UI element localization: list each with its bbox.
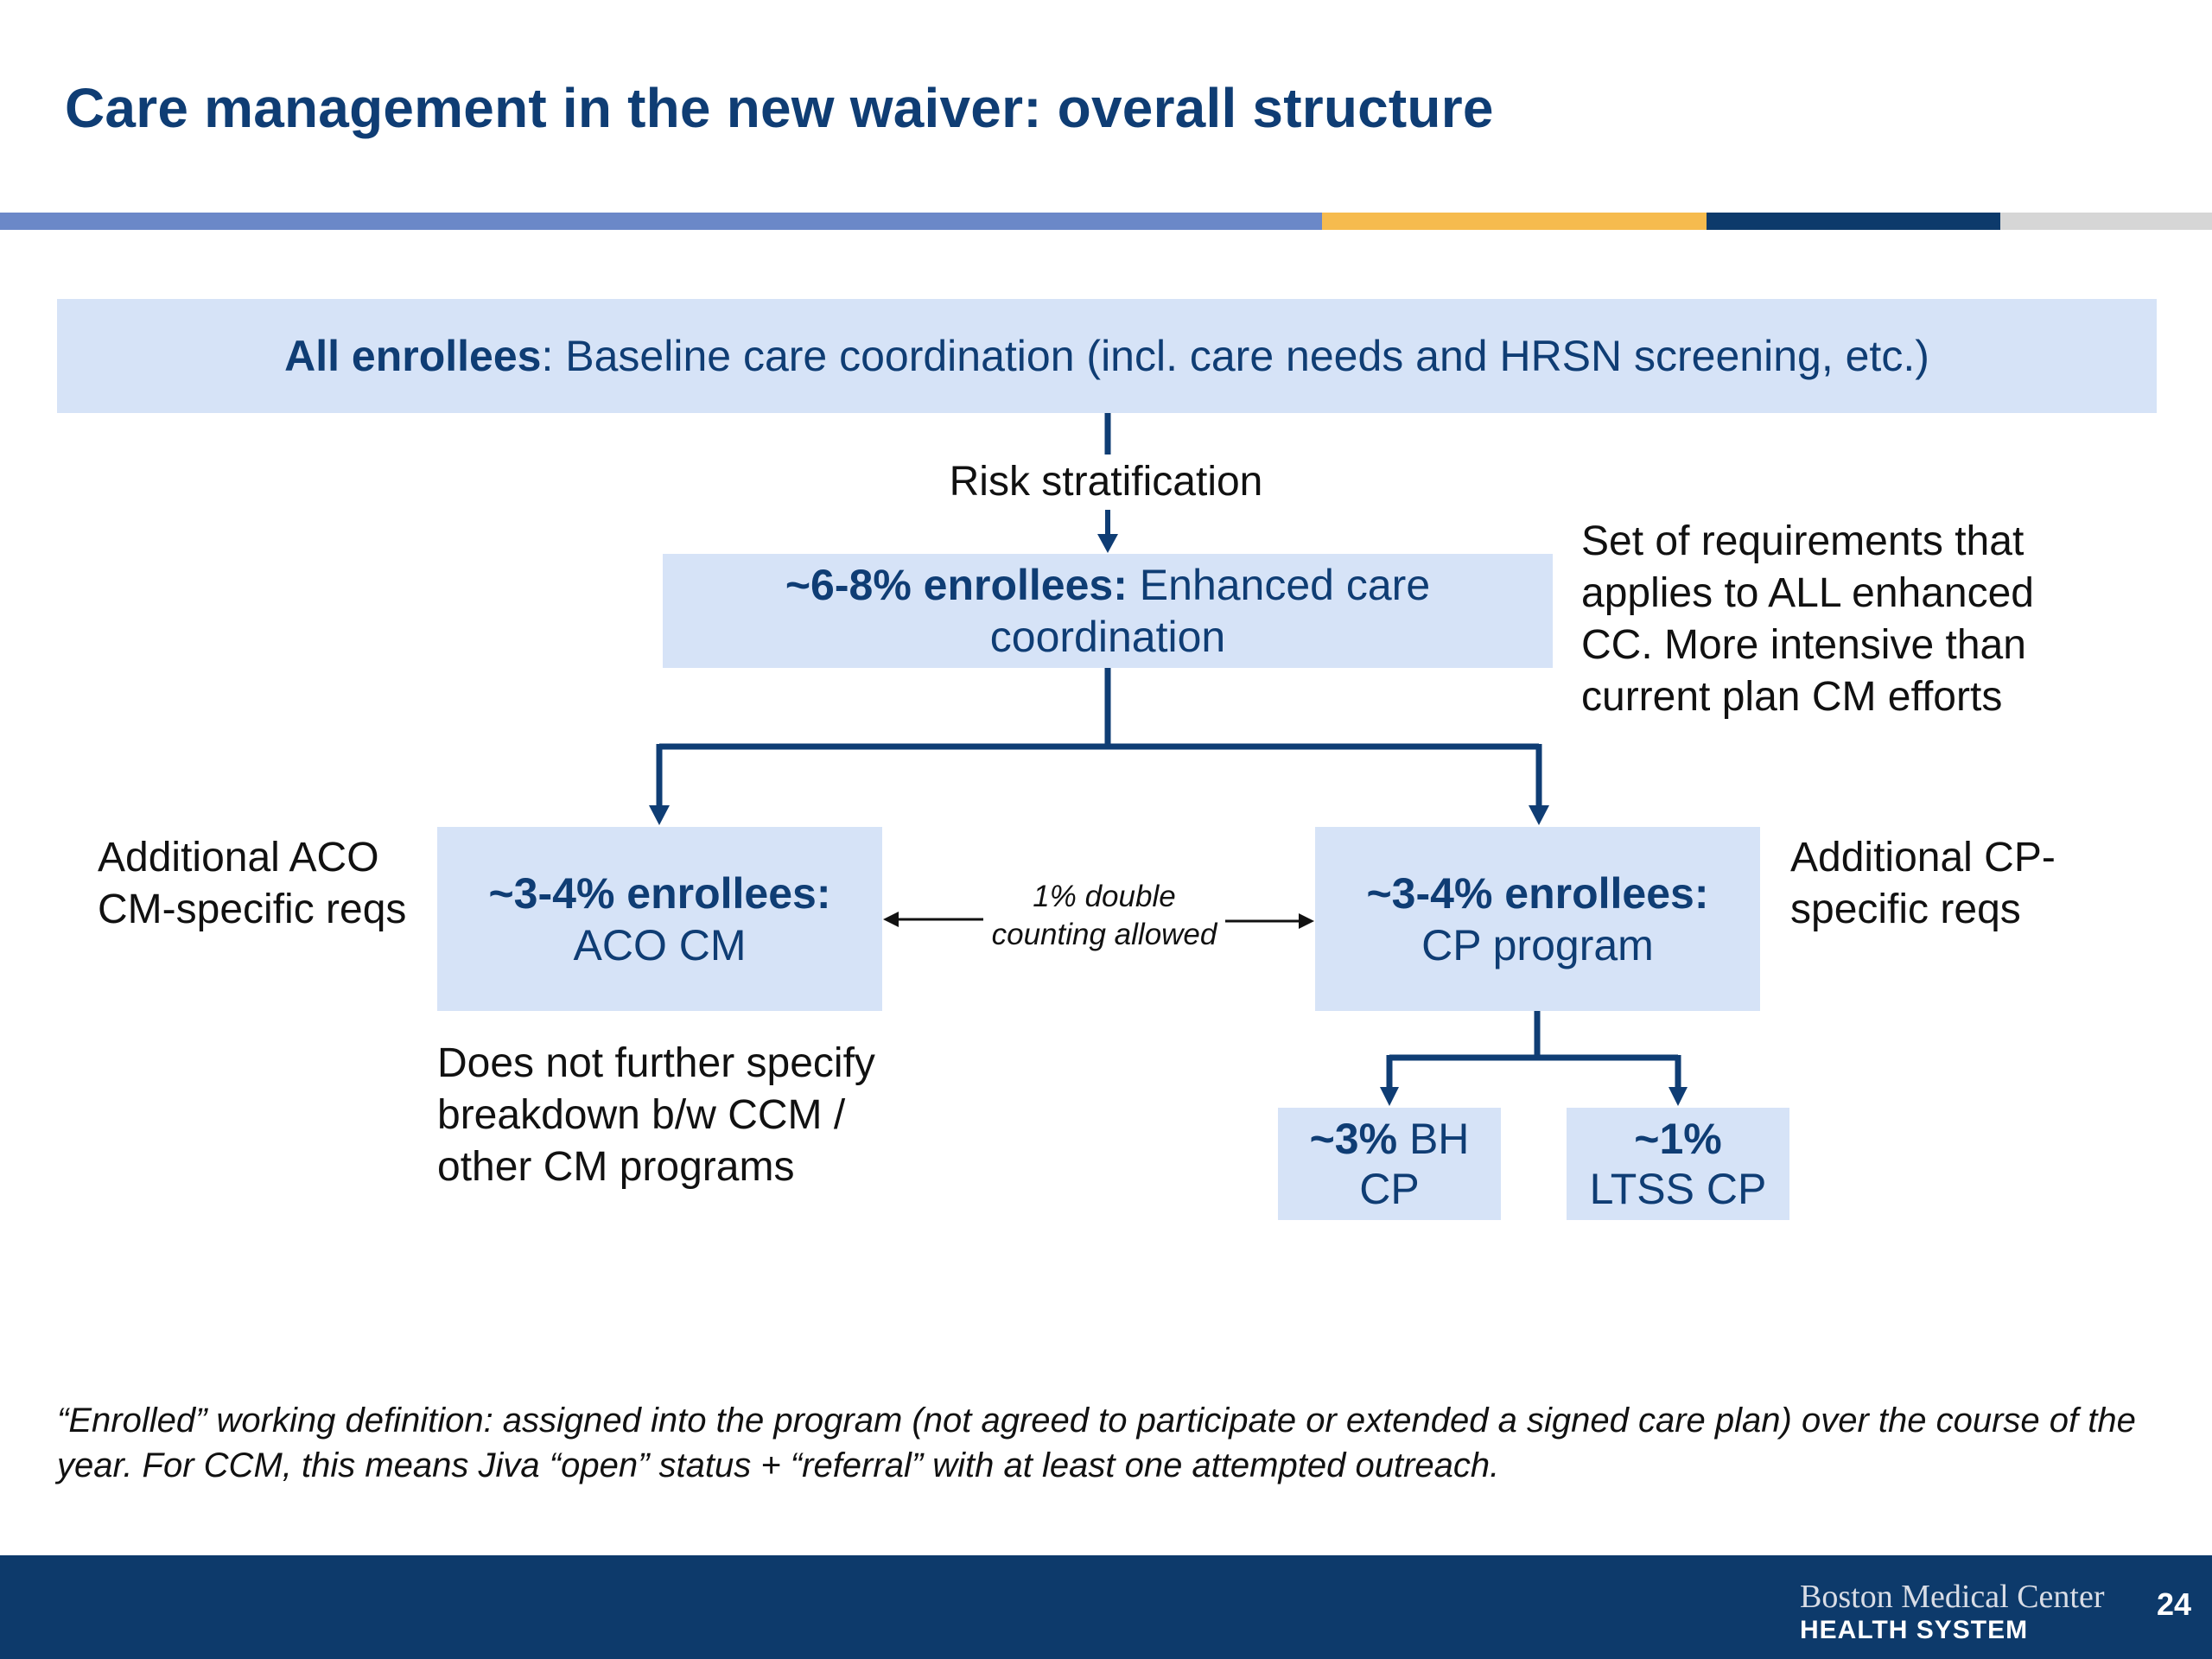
- page-number: 24: [2157, 1586, 2192, 1622]
- ltss-cp-box: [1567, 1108, 1789, 1220]
- arrowhead-ltss: [1669, 1087, 1688, 1106]
- cp-program-bold: ~3-4% enrollees:: [1366, 868, 1709, 918]
- bh-cp-inline: BH: [1397, 1115, 1470, 1163]
- arrowhead-cp: [1529, 805, 1549, 825]
- bmc-logo-subtitle: HEALTH SYSTEM: [1800, 1616, 2029, 1644]
- slide-title: Care management in the new waiver: overall structure: [65, 77, 1494, 139]
- cp-program-text: CP program: [1421, 920, 1654, 969]
- cp-additional-reqs-note: Additional CP-specific reqs: [1790, 835, 2056, 932]
- arrowhead-bh: [1380, 1087, 1399, 1106]
- cp-program-box: [1315, 827, 1760, 1011]
- enhanced-care-text: Enhanced care coordination: [989, 561, 1431, 661]
- aco-breakdown-note: Does not further specify breakdown b/w CCM / other CM programs: [437, 1040, 875, 1190]
- double-arrowhead-right: [1299, 913, 1314, 929]
- bmc-logo-name: Boston Medical Center: [1800, 1579, 2105, 1615]
- enhanced-care-box: [663, 554, 1553, 668]
- bh-cp-text: CP: [1359, 1165, 1420, 1213]
- ltss-cp-text: LTSS CP: [1589, 1165, 1767, 1213]
- aco-cm-text: ACO CM: [573, 920, 747, 969]
- enhanced-care-bold: ~6-8% enrollees:: [785, 561, 1128, 609]
- bh-cp-line1: [1310, 1114, 1470, 1164]
- ltss-cp-bold: ~1%: [1634, 1115, 1722, 1163]
- aco-cm-bold: ~3-4% enrollees:: [488, 868, 831, 918]
- aco-additional-reqs-note: Additional ACO CM-specific reqs: [98, 835, 407, 932]
- all-enrollees-text: : Baseline care coordination (incl. care needs and HRSN screening, etc.): [541, 332, 1929, 380]
- arrowhead-enhanced: [1097, 534, 1118, 553]
- arrowhead-aco: [649, 805, 670, 825]
- risk-stratification-label: Risk stratification: [949, 459, 1263, 505]
- all-enrollees-line: [284, 331, 1929, 381]
- enrolled-definition-footnote: “Enrolled” working definition: assigned into the program (not agreed to participate or extended a signed care plan) over the course of the year. For CCM, this means Jiva “open” status + “referral” with at least one attempted outreach.: [57, 1402, 2136, 1484]
- bh-cp-box: [1278, 1108, 1501, 1220]
- bh-cp-bold: ~3%: [1309, 1115, 1398, 1163]
- double-counting-note: 1% double counting allowed: [991, 880, 1217, 951]
- aco-cm-box: [437, 827, 882, 1011]
- all-enrollees-box: [57, 299, 2157, 413]
- all-enrollees-bold: All enrollees: [284, 332, 542, 380]
- enhanced-care-line: [779, 559, 1436, 663]
- enhanced-requirements-note: Set of requirements that applies to ALL enhanced CC. More intensive than current plan CM efforts: [1581, 518, 2034, 720]
- double-arrowhead-left: [883, 912, 899, 927]
